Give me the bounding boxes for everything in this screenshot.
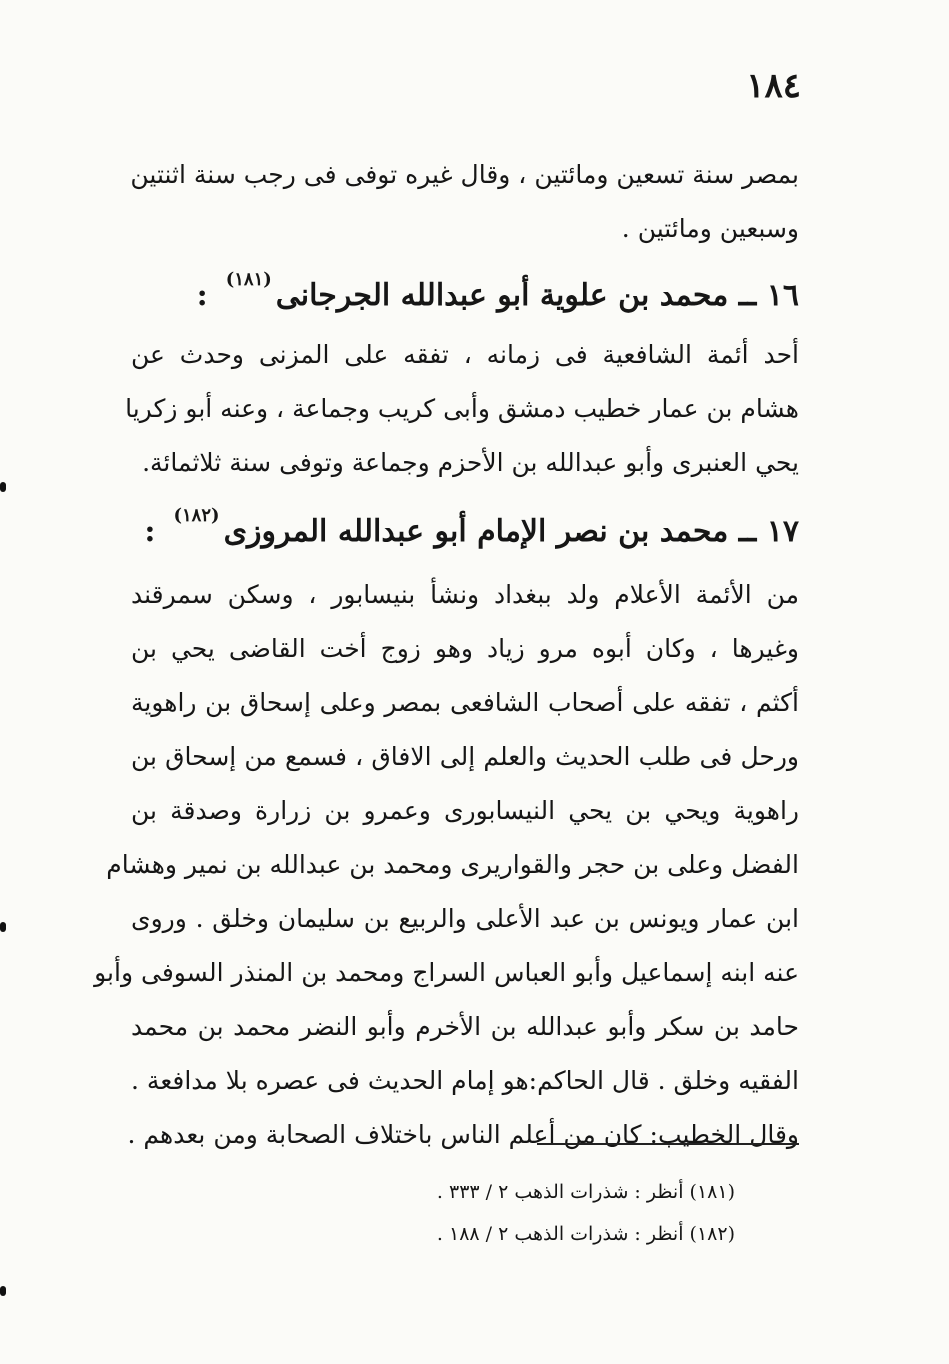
scan-speck (0, 922, 6, 932)
scan-speck (0, 482, 6, 492)
footnote-ref-181[interactable]: (١٨١) (225, 269, 272, 290)
heading-colon: : (196, 278, 208, 313)
footnote-separator (537, 1143, 799, 1145)
text-line: راهوية ويحي بن يحي النيسابورى وعمرو بن زرارة وصدقة بن (131, 796, 799, 825)
text-line: وقال الخطيب: كان من أعلم الناس باختلاف الصحابة ومن بعدهم . (127, 1120, 799, 1149)
text-line: الفقيه وخلق . قال الحاكم:هو إمام الحديث فى عصره بلا مدافعة . (131, 1066, 799, 1095)
entry-17-title: ١٧ ــ محمد بن نصر الإمام أبو عبدالله المروزى (223, 514, 799, 549)
text-line: الفضل وعلى بن حجر والقواريرى ومحمد بن عبدالله بن نمير وهشام (106, 850, 799, 879)
footnote-181: (١٨١) أنظر : شذرات الذهب ٢ / ٣٣٣ . (436, 1181, 735, 1203)
text-line: أكثم ، تفقه على أصحاب الشافعى بمصر وعلى إسحاق بن راهوية (131, 688, 799, 717)
text-line: عنه ابنه إسماعيل وأبو العباس السراج ومحمد بن المنذر السوفى وأبو (94, 958, 799, 987)
text-line: يحي العنبرى وأبو عبدالله بن الأحزم وجماعة وتوفى سنة ثلاثمائة. (142, 448, 799, 477)
entry-16-body (125, 328, 799, 490)
footnote-182: (١٨٢) أنظر : شذرات الذهب ٢ / ١٨٨ . (436, 1223, 735, 1245)
text-line: من الأئمة الأعلام ولد ببغداد ونشأ بنيسابور ، وسكن سمرقند (131, 580, 799, 609)
footnote-ref-182[interactable]: (١٨٢) (173, 505, 220, 526)
text-line: أحد أئمة الشافعية فى زمانه ، تفقه على المزنى وحدث عن (131, 340, 799, 369)
scan-speck (0, 1286, 6, 1296)
text-line: هشام بن عمار خطيب دمشق وأبى كريب وجماعة ، وعنه أبو زكريا (125, 394, 799, 423)
text-line: ابن عمار ويونس بن عبد الأعلى والربيع بن سليمان وخلق . وروى (131, 904, 799, 933)
entry-16-heading (196, 269, 799, 324)
entry-17-heading (144, 505, 799, 560)
text-line: ورحل فى طلب الحديث والعلم إلى الافاق ، فسمع من إسحاق بن (131, 742, 799, 771)
text-line: وغيرها ، وكان أبوه مرو زياد وهو زوج أخت القاضى يحي بن (131, 634, 799, 663)
page-number: ١٨٤ (746, 66, 801, 106)
entry-17-body (94, 568, 799, 1162)
heading-colon: : (144, 514, 156, 549)
entry-16-title: ١٦ ــ محمد بن علوية أبو عبدالله الجرجانى (275, 278, 799, 313)
text-line: حامد بن سكر وأبو عبدالله بن الأخرم وأبو النضر محمد بن محمد (131, 1012, 799, 1041)
intro-paragraph (131, 148, 799, 256)
text-line: وسبعين ومائتين . (621, 214, 799, 243)
text-line: بمصر سنة تسعين ومائتين ، وقال غيره توفى فى رجب سنة اثنتين (130, 160, 799, 189)
